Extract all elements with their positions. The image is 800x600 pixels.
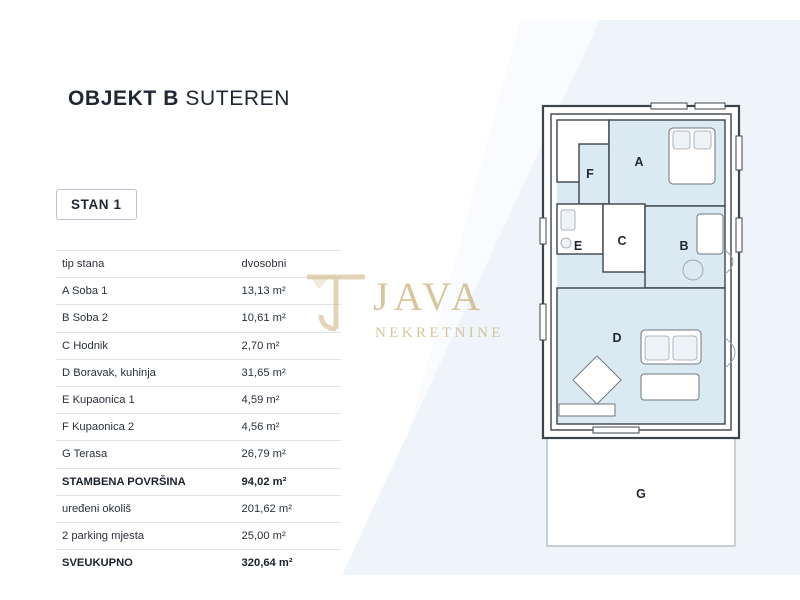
row-value: 10,61 m² xyxy=(236,305,341,332)
row-label: SVEUKUPNO xyxy=(56,550,236,575)
table-row xyxy=(56,414,341,441)
table-row xyxy=(56,495,341,522)
row-label: A Soba 1 xyxy=(56,278,236,305)
row-value: 201,62 m² xyxy=(236,495,341,522)
room-label-a: A xyxy=(634,155,644,169)
row-label: uređeni okoliš xyxy=(56,495,236,522)
room-label-f: F xyxy=(586,167,594,181)
row-label: C Hodnik xyxy=(56,332,236,359)
floorplan-drawing xyxy=(533,98,759,550)
table-row xyxy=(56,386,341,413)
specification-table-body xyxy=(56,251,341,576)
table-row xyxy=(56,359,341,386)
table-row-total-living xyxy=(56,468,341,495)
watermark-brand: JAVA xyxy=(373,274,485,319)
watermark-tagline: NEKRETNINE xyxy=(375,325,504,341)
room-label-d: D xyxy=(612,331,622,345)
row-label: B Soba 2 xyxy=(56,305,236,332)
table-row xyxy=(56,251,341,278)
row-value: dvosobni xyxy=(236,251,341,278)
row-label: F Kupaonica 2 xyxy=(56,414,236,441)
row-label: G Terasa xyxy=(56,441,236,468)
row-value: 31,65 m² xyxy=(236,359,341,386)
floorplan xyxy=(533,98,759,550)
table-row xyxy=(56,332,341,359)
table-row xyxy=(56,522,341,549)
sheet xyxy=(0,20,800,575)
table-row xyxy=(56,278,341,305)
table-row-grand-total xyxy=(56,550,341,575)
page-title xyxy=(68,87,290,111)
floorplan-geometry xyxy=(540,103,742,546)
specification-table xyxy=(56,250,341,575)
room-label-g: G xyxy=(636,487,646,501)
room-label-b: B xyxy=(679,239,689,253)
row-value: 4,59 m² xyxy=(236,386,341,413)
row-label: E Kupaonica 1 xyxy=(56,386,236,413)
table-row xyxy=(56,441,341,468)
table-row xyxy=(56,305,341,332)
row-value: 2,70 m² xyxy=(236,332,341,359)
row-value: 26,79 m² xyxy=(236,441,341,468)
page-title-rest: SUTEREN xyxy=(185,87,290,110)
row-value: 94,02 m² xyxy=(236,468,341,495)
row-label: STAMBENA POVRŠINA xyxy=(56,468,236,495)
row-value: 13,13 m² xyxy=(236,278,341,305)
room-label-e: E xyxy=(573,239,583,253)
row-label: tip stana xyxy=(56,251,236,278)
room-label-c: C xyxy=(617,234,627,248)
page-title-bold: OBJEKT B xyxy=(68,87,179,110)
row-label: 2 parking mjesta xyxy=(56,522,236,549)
row-value: 25,00 m² xyxy=(236,522,341,549)
row-value: 4,56 m² xyxy=(236,414,341,441)
unit-badge: STAN 1 xyxy=(56,189,137,220)
row-label: D Boravak, kuhinja xyxy=(56,359,236,386)
row-value: 320,64 m² xyxy=(236,550,341,575)
